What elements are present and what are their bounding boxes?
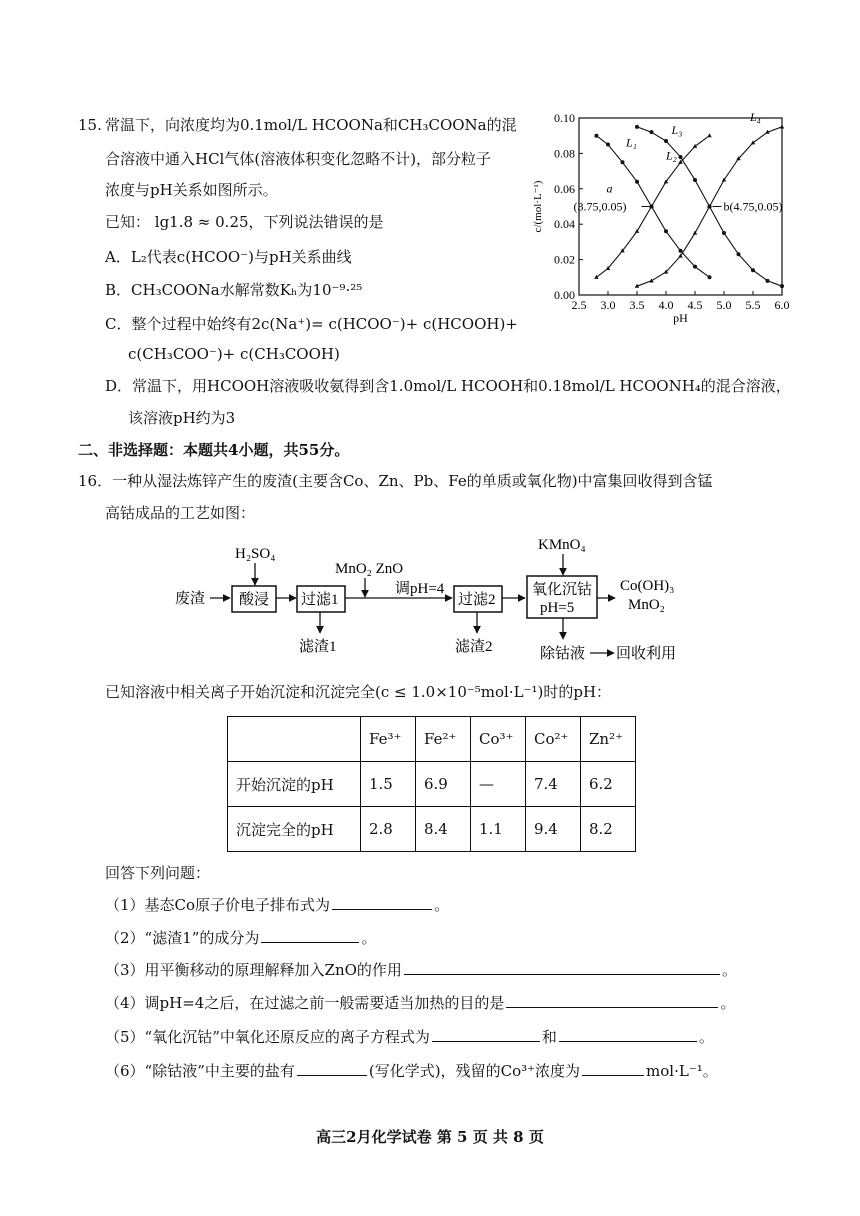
table-cell: 8.4	[416, 807, 471, 852]
table-cell: —	[471, 762, 526, 807]
data-point	[594, 275, 598, 279]
chart-axes	[532, 111, 790, 325]
section-2-title: 二、非选择题：本题共4小题，共55分。	[78, 441, 350, 459]
table-row	[228, 762, 636, 807]
q15-option-a: A．L₂代表c(HCOO⁻)与pH关系曲线	[105, 248, 352, 266]
table-cell: 1.1	[471, 807, 526, 852]
table-cell: 6.2	[581, 762, 636, 807]
series-label: L₁	[626, 135, 637, 150]
x-tick-label: 4.0	[658, 298, 674, 312]
series-label: L₃	[671, 123, 683, 138]
x-tick-label: 5.5	[745, 298, 761, 312]
data-point	[693, 265, 697, 269]
answer-blank[interactable]	[432, 1027, 540, 1042]
q15-option-c-1: C．整个过程中始终有2c(Na⁺)= c(HCOO⁻)+ c(HCOOH)+	[105, 315, 518, 333]
row-label: 开始沉淀的pH	[228, 762, 361, 807]
x-tick-label: 6.0	[774, 298, 790, 312]
table-header-cell: Co²⁺	[526, 717, 581, 762]
y-axis-label: c/(mol·L⁻¹)	[532, 180, 544, 233]
table-corner-cell	[228, 717, 361, 762]
data-point	[650, 130, 654, 134]
table-header-cell: Fe²⁺	[416, 717, 471, 762]
q15-stem-1: 常温下，向浓度均为0.1mol/L HCOONa和CH₃COONa的混	[105, 116, 517, 134]
answer-blank[interactable]	[404, 960, 720, 975]
answer-blank[interactable]	[506, 993, 718, 1008]
flow-box-1-label: 酸浸	[239, 592, 270, 608]
flow-waste: 除钴液	[540, 646, 586, 662]
page-footer: 高三2月化学试卷 第 5 页 共 8 页	[316, 1128, 544, 1146]
x-tick-label: 4.5	[687, 298, 703, 312]
series-label: L₄	[750, 109, 761, 124]
x-tick-label: 5.0	[716, 298, 732, 312]
data-point	[664, 229, 668, 233]
data-point	[635, 180, 639, 184]
q15-known: 已知： lg1.8 ≈ 0.25，下列说法错误的是	[105, 213, 384, 231]
x-tick-label: 3.5	[629, 298, 645, 312]
y-tick-label: 0.08	[554, 146, 575, 161]
flow-box-2-label: 过滤1	[301, 592, 339, 608]
sub-question-2: （2）“滤渣1”的成分为 。	[105, 929, 377, 947]
flow-recycle: 回收利用	[616, 646, 677, 662]
flow-product-1: Co(OH)₃	[620, 578, 675, 594]
q15-option-c-2: c(CH₃COO⁻)+ c(CH₃COOH)	[128, 345, 340, 363]
process-flowchart	[170, 533, 710, 663]
flow-adjust-ph: 调pH=4	[395, 581, 445, 597]
q16-intro-1: 16．一种从湿法炼锌产生的废渣(主要含Co、Zn、Pb、Fe的单质或氧化物)中富集回收得到含锰	[78, 472, 713, 490]
answer-prompt: 回答下列问题：	[105, 864, 211, 882]
data-point	[766, 279, 770, 283]
precipitation-ph-table	[227, 716, 636, 852]
flow-residue-1: 滤渣1	[299, 639, 337, 655]
table-cell: 2.8	[361, 807, 416, 852]
annotation-label: a	[606, 181, 613, 196]
data-point	[707, 133, 711, 137]
data-point	[621, 160, 625, 164]
data-point	[708, 275, 712, 279]
flow-reagent-2: MnO₂ ZnO	[335, 561, 404, 577]
data-point	[606, 143, 610, 147]
table-cell: 6.9	[416, 762, 471, 807]
table-cell: 1.5	[361, 762, 416, 807]
flow-box-4-label-1: 氧化沉钴	[532, 582, 593, 598]
answer-blank[interactable]	[297, 1061, 367, 1076]
answer-blank[interactable]	[582, 1061, 644, 1076]
data-point	[635, 125, 639, 129]
data-point	[737, 252, 741, 256]
data-point	[679, 155, 683, 159]
data-point	[751, 268, 755, 272]
y-tick-label: 0.10	[554, 111, 575, 125]
data-point	[594, 134, 598, 138]
table-header-cell: Fe³⁺	[361, 717, 416, 762]
chart-labels	[574, 110, 783, 214]
table-header-row	[228, 717, 636, 762]
series-label: L₂	[666, 148, 677, 163]
flow-box-4-label-2: pH=5	[540, 600, 575, 616]
q16-intro-2: 高钴成品的工艺如图：	[105, 504, 256, 522]
flow-reagent-1: H₂SO₄	[235, 546, 276, 562]
table-row	[228, 807, 636, 852]
data-point	[722, 231, 726, 235]
flow-start: 废渣	[175, 591, 206, 607]
table-cell: 8.2	[581, 807, 636, 852]
table-cell: 9.4	[526, 807, 581, 852]
data-point	[693, 144, 697, 148]
y-tick-label: 0.00	[554, 288, 575, 302]
data-point	[679, 249, 683, 253]
x-tick-label: 3.0	[600, 298, 616, 312]
y-tick-label: 0.02	[554, 252, 575, 267]
q15-option-b: B．CH₃COONa水解常数Kₕ为10⁻⁹·²⁵	[105, 281, 363, 299]
q15-stem-2: 合溶液中通入HCl气体(溶液体积变化忽略不计)，部分粒子	[105, 150, 492, 168]
annotation-text: (3.75,0.05)	[573, 199, 627, 214]
sub-question-6: （6）“除钴液”中主要的盐有 (写化学式)，残留的Co³⁺浓度为 mol·L⁻¹。	[105, 1062, 718, 1080]
sub-question-5: （5）“氧化沉钴”中氧化还原反应的离子方程式为 和 。	[105, 1028, 714, 1046]
sub-question-3: （3）用平衡移动的原理解释加入ZnO的作用 。	[105, 961, 737, 979]
table-intro: 已知溶液中相关离子开始沉淀和沉淀完全(c ≤ 1.0×10⁻⁵mol·L⁻¹)时的pH：	[105, 683, 612, 701]
data-point	[780, 284, 784, 288]
sub-question-1: （1）基态Co原子价电子排布式为 。	[105, 896, 450, 914]
y-tick-label: 0.04	[554, 217, 575, 232]
sub-question-4: （4）调pH=4之后，在过滤之前一般需要适当加热的目的是 。	[105, 994, 736, 1012]
q15-option-d-2: 该溶液pH约为3	[128, 409, 236, 427]
flow-reagent-3: KMnO₄	[538, 537, 586, 553]
flow-residue-2: 滤渣2	[455, 639, 493, 655]
annotation-text: b(4.75,0.05)	[723, 199, 783, 214]
x-tick-label: 2.5	[571, 298, 587, 312]
q15-number: 15.	[78, 116, 102, 134]
data-point	[693, 178, 697, 182]
table-header-cell: Zn²⁺	[581, 717, 636, 762]
row-label: 沉淀完全的pH	[228, 807, 361, 852]
ph-concentration-chart	[527, 100, 797, 328]
flow-box-3-label: 过滤2	[458, 592, 496, 608]
flow-product-2: MnO₂	[628, 597, 665, 613]
x-axis-label: pH	[673, 311, 688, 325]
y-tick-label: 0.06	[554, 181, 575, 196]
answer-blank[interactable]	[559, 1027, 697, 1042]
table-header-cell: Co³⁺	[471, 717, 526, 762]
q15-stem-3: 浓度与pH关系如图所示。	[105, 181, 278, 199]
q15-option-d-1: D．常温下，用HCOOH溶液吸收氨得到含1.0mol/L HCOOH和0.18mol/L HCOONH₄的混合溶液，	[105, 377, 791, 395]
answer-blank[interactable]	[261, 928, 359, 943]
data-point	[664, 139, 668, 143]
table-cell: 7.4	[526, 762, 581, 807]
answer-blank[interactable]	[332, 895, 432, 910]
data-point	[780, 124, 784, 128]
